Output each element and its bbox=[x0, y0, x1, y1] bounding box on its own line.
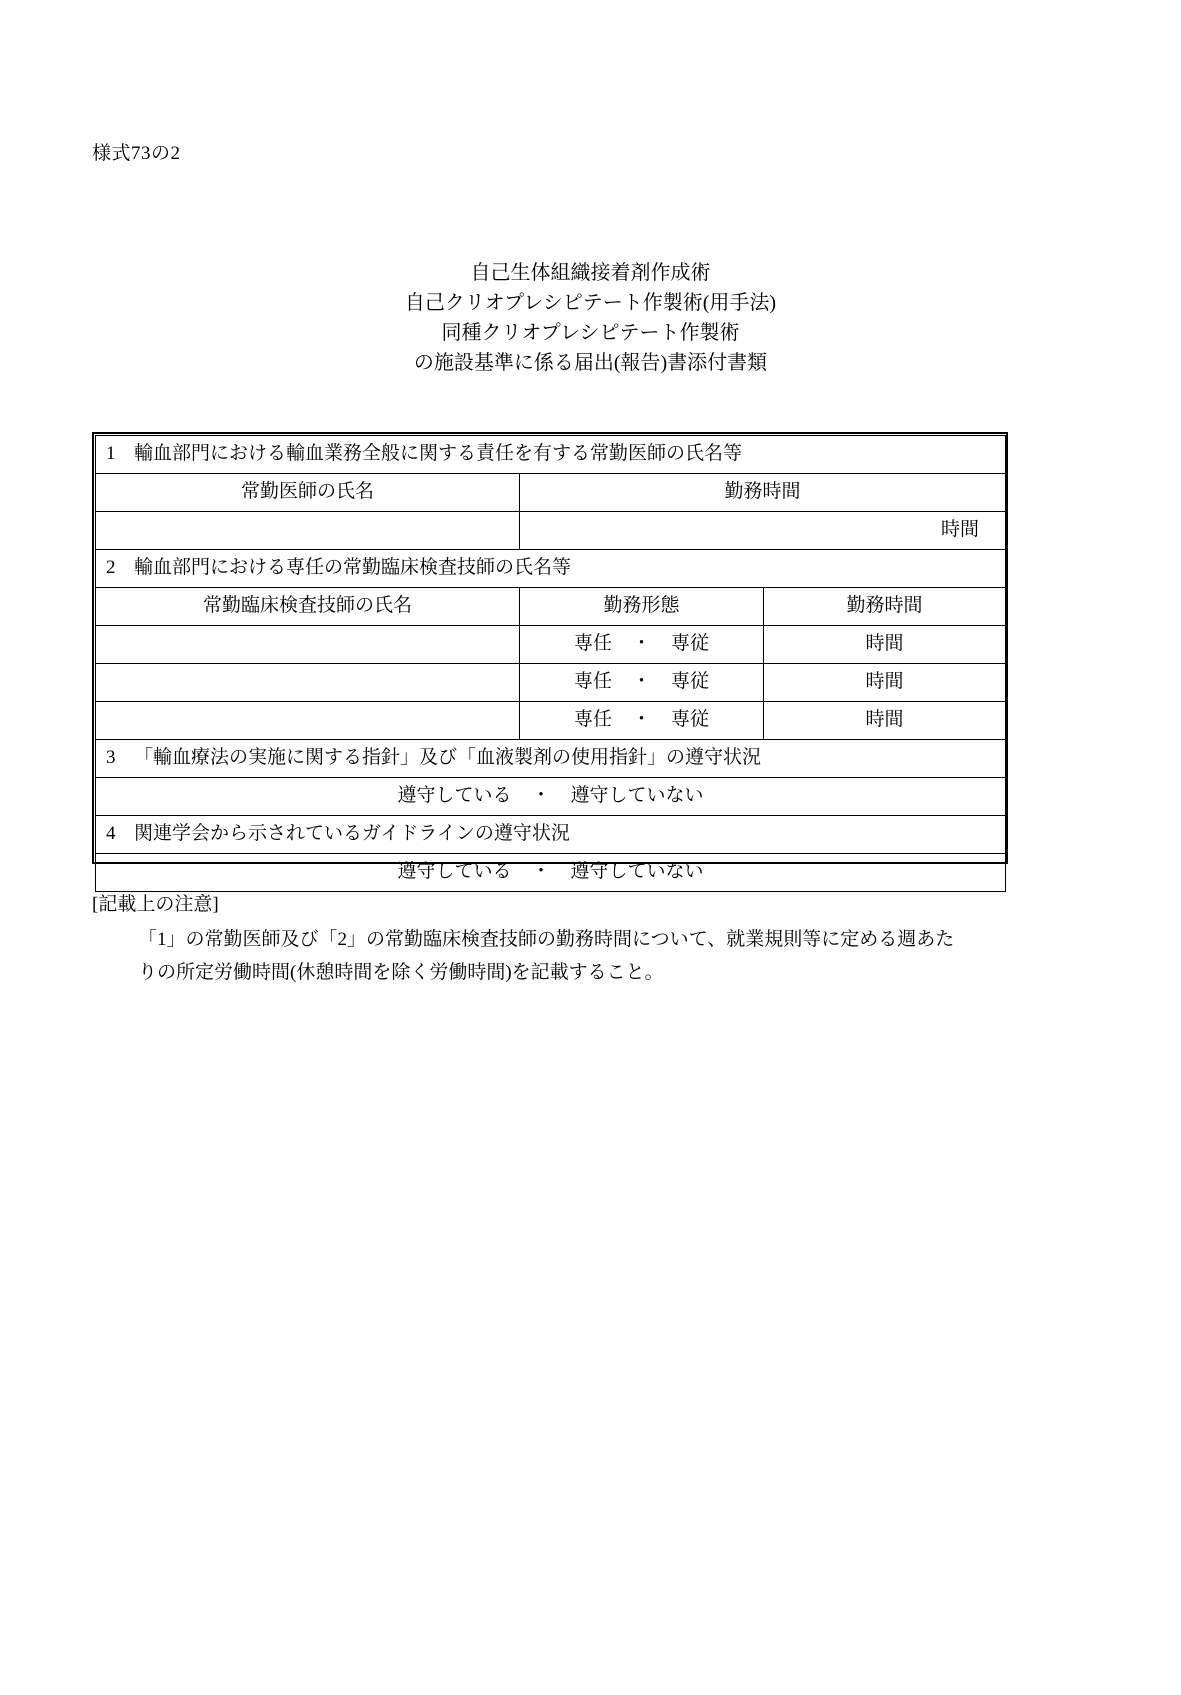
title-line-3: 同種クリオプレシピテート作製術 bbox=[441, 322, 740, 344]
section3-heading bbox=[96, 740, 1006, 778]
section2-col-type-header: 勤務形態 bbox=[520, 588, 764, 626]
notes-line-1: 「1」の常勤医師及び「2」の常勤臨床検査技師の勤務時間について、就業規則等に定める週あた bbox=[138, 929, 955, 950]
notes-section bbox=[92, 888, 1092, 989]
section4-heading bbox=[96, 816, 1006, 854]
table-row bbox=[96, 474, 1006, 512]
section2-hours-input-3[interactable]: 時間 bbox=[764, 702, 1006, 740]
section3-choice-yes[interactable]: 遵守している bbox=[397, 785, 512, 807]
title-line-1: 自己生体組織接着剤作成術 bbox=[470, 262, 711, 284]
table-row bbox=[96, 436, 1006, 474]
section2-type-choice-1[interactable] bbox=[520, 626, 764, 664]
table-row bbox=[96, 626, 1006, 664]
table-row bbox=[96, 512, 1006, 550]
table-row bbox=[96, 702, 1006, 740]
type-separator-2: ・ bbox=[631, 671, 651, 693]
title-line-2: 自己クリオプレシピテート作製術(用手法) bbox=[404, 292, 777, 314]
type-separator-3: ・ bbox=[631, 709, 651, 731]
section2-type-choice-2[interactable] bbox=[520, 664, 764, 702]
section1-col-name-header: 常勤医師の氏名 bbox=[96, 474, 520, 512]
type-option-senin-2[interactable]: 専任 bbox=[573, 671, 612, 693]
section1-col-hours-header: 勤務時間 bbox=[520, 474, 1006, 512]
table-row bbox=[96, 664, 1006, 702]
section2-number: 2 bbox=[106, 557, 116, 579]
section1-heading bbox=[96, 436, 1006, 474]
table-row bbox=[96, 550, 1006, 588]
section3-number: 3 bbox=[106, 747, 116, 769]
section4-compliance-choice[interactable] bbox=[96, 854, 1006, 892]
section1-name-input[interactable] bbox=[96, 512, 520, 550]
table-row bbox=[96, 740, 1006, 778]
section2-hours-input-1[interactable]: 時間 bbox=[764, 626, 1006, 664]
section2-type-choice-3[interactable] bbox=[520, 702, 764, 740]
section4-choice-no[interactable]: 遵守していない bbox=[570, 861, 704, 883]
type-option-senju-2[interactable]: 専従 bbox=[671, 671, 710, 693]
section2-name-input-3[interactable] bbox=[96, 702, 520, 740]
table-row bbox=[96, 778, 1006, 816]
section1-hours-input[interactable]: 時間 bbox=[520, 512, 1006, 550]
section4-choice-separator: ・ bbox=[531, 861, 551, 883]
section2-heading bbox=[96, 550, 1006, 588]
title-line-4: の施設基準に係る届出(報告)書添付書類 bbox=[413, 352, 768, 374]
form-code: 様式73の2 bbox=[92, 143, 181, 164]
section3-compliance-choice[interactable] bbox=[96, 778, 1006, 816]
section2-col-name-header: 常勤臨床検査技師の氏名 bbox=[96, 588, 520, 626]
type-option-senju-1[interactable]: 専従 bbox=[671, 633, 710, 655]
notes-title: [記載上の注意] bbox=[92, 894, 219, 915]
type-option-senin-3[interactable]: 専任 bbox=[573, 709, 612, 731]
document-title bbox=[0, 258, 1181, 378]
section4-choice-yes[interactable]: 遵守している bbox=[397, 861, 512, 883]
section4-number: 4 bbox=[106, 823, 116, 845]
section2-name-input-1[interactable] bbox=[96, 626, 520, 664]
section2-heading-text: 輸血部門における専任の常勤臨床検査技師の氏名等 bbox=[134, 557, 572, 579]
type-option-senin-1[interactable]: 専任 bbox=[573, 633, 612, 655]
section2-name-input-2[interactable] bbox=[96, 664, 520, 702]
type-separator-1: ・ bbox=[631, 633, 651, 655]
type-option-senju-3[interactable]: 専従 bbox=[671, 709, 710, 731]
section2-col-hours-header: 勤務時間 bbox=[764, 588, 1006, 626]
section3-heading-text: 「輸血療法の実施に関する指針」及び「血液製剤の使用指針」の遵守状況 bbox=[134, 747, 762, 769]
notes-line-2: りの所定労働時間(休憩時間を除く労働時間)を記載すること。 bbox=[138, 962, 664, 983]
table-row bbox=[96, 816, 1006, 854]
form-table bbox=[95, 435, 1006, 892]
section1-number: 1 bbox=[106, 443, 116, 465]
table-row bbox=[96, 854, 1006, 892]
section3-choice-no[interactable]: 遵守していない bbox=[570, 785, 704, 807]
section1-heading-text: 輸血部門における輸血業務全般に関する責任を有する常勤医師の氏名等 bbox=[134, 443, 743, 465]
section3-choice-separator: ・ bbox=[531, 785, 551, 807]
section2-hours-input-2[interactable]: 時間 bbox=[764, 664, 1006, 702]
section4-heading-text: 関連学会から示されているガイドラインの遵守状況 bbox=[134, 823, 570, 845]
table-row bbox=[96, 588, 1006, 626]
